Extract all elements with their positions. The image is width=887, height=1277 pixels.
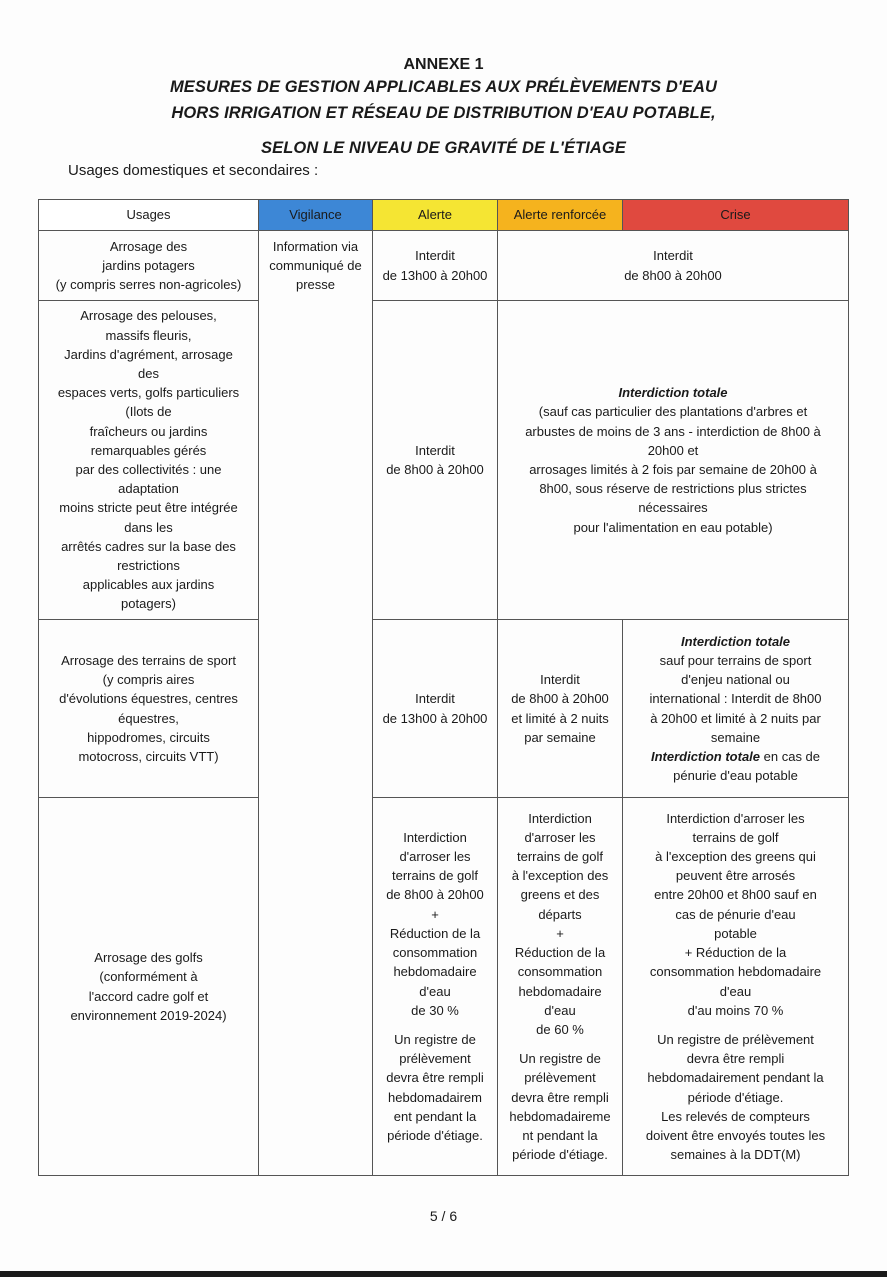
table-row: [39, 231, 849, 301]
vigilance-cell: [259, 301, 373, 620]
header-usages: Usages: [39, 200, 259, 231]
subtitle-line-1: MESURES DE GESTION APPLICABLES AUX PRÉLÈVEMENTS D'EAU: [169, 78, 718, 96]
alerte-cell: Interdit de 13h00 à 20h00: [373, 620, 498, 798]
header-alerte: Alerte: [373, 200, 498, 231]
crise-cell: Interdiction totale sauf pour terrains de sport d'enjeu national ou international : Interdit de 8h00 à 20h00 et limité à 2 nuits par semaine Interdiction totale en cas de pénurie d'eau potable: [623, 620, 849, 798]
table-row: [39, 301, 849, 620]
subtitle-line-3: SELON LE NIVEAU DE GRAVITÉ DE L'ÉTIAGE: [261, 139, 626, 157]
alerte-cell: Interdiction d'arroser les terrains de golf de 8h00 à 20h00 + Réduction de la consommation hebdomadaire d'eau de 30 % Un registre de prélèvement devra être rempli hebdomadairem ent pendant la période d'étiage.: [373, 798, 498, 1176]
usage-cell: Arrosage des jardins potagers (y compris serres non-agricoles): [39, 231, 259, 301]
table-row: [39, 798, 849, 1176]
vigilance-cell: [259, 620, 373, 798]
table-row: [39, 620, 849, 798]
renforcee-cell: Interdit de 8h00 à 20h00 et limité à 2 nuits par semaine: [498, 620, 623, 798]
renforcee-crise-cell: Interdiction totale (sauf cas particulier des plantations d'arbres et arbustes de moins de 3 ans - interdiction de 8h00 à 20h00 et arrosages limités à 2 fois par semaine de 20h00 à 8h00, sous réserve de restrictions plus strictes nécessaires pour l'alimentation en eau potable): [498, 301, 849, 620]
header-vigilance: Vigilance: [259, 200, 373, 231]
vigilance-cell: Information via communiqué de presse: [259, 231, 373, 301]
usage-cell: Arrosage des pelouses, massifs fleuris, Jardins d'agrément, arrosage des espaces verts, golfs particuliers (Ilots de fraîcheurs ou jardins remarquables gérés par des collectivités : une adaptation moins stricte peut être intégrée dans les arrêtés cadres sur la base des restrictions applicables aux jardins potagers): [39, 301, 259, 620]
alerte-cell: Interdit de 13h00 à 20h00: [373, 231, 498, 301]
header-crise: Crise: [623, 200, 849, 231]
renforcee-crise-cell: Interdit de 8h00 à 20h00: [498, 231, 849, 301]
alerte-cell: Interdit de 8h00 à 20h00: [373, 301, 498, 620]
intro-text: Usages domestiques et secondaires :: [68, 162, 319, 179]
annex-title: ANNEXE 1: [403, 56, 484, 73]
header-alerte-renforcee: Alerte renforcée: [498, 200, 623, 231]
subtitle-line-2: HORS IRRIGATION ET RÉSEAU DE DISTRIBUTION D'EAU POTABLE,: [171, 104, 716, 122]
vigilance-cell: [259, 798, 373, 1176]
table-header-row: [39, 200, 849, 231]
renforcee-cell: Interdiction d'arroser les terrains de golf à l'exception des greens et des départs + Réduction de la consommation hebdomadaire d'eau de 60 % Un registre de prélèvement devra être rempli hebdomadaireme nt pendant la période d'étiage.: [498, 798, 623, 1176]
bottom-edge: [0, 1271, 887, 1277]
page-number: 5 / 6: [429, 1208, 458, 1224]
usage-cell: Arrosage des golfs (conformément à l'accord cadre golf et environnement 2019-2024): [39, 798, 259, 1176]
usage-cell: Arrosage des terrains de sport (y compris aires d'évolutions équestres, centres équestres, hippodromes, circuits motocross, circuits VTT): [39, 620, 259, 798]
crise-cell: Interdiction d'arroser les terrains de golf à l'exception des greens qui peuvent être arrosés entre 20h00 et 8h00 sauf en cas de pénurie d'eau potable + Réduction de la consommation hebdomadaire d'eau d'au moins 70 % Un registre de prélèvement devra être rempli hebdomadairement pendant la période d'étiage. Les relevés de compteurs doivent être envoyés toutes les semaines à la DDT(M): [623, 798, 849, 1176]
measures-table: [38, 199, 849, 1176]
